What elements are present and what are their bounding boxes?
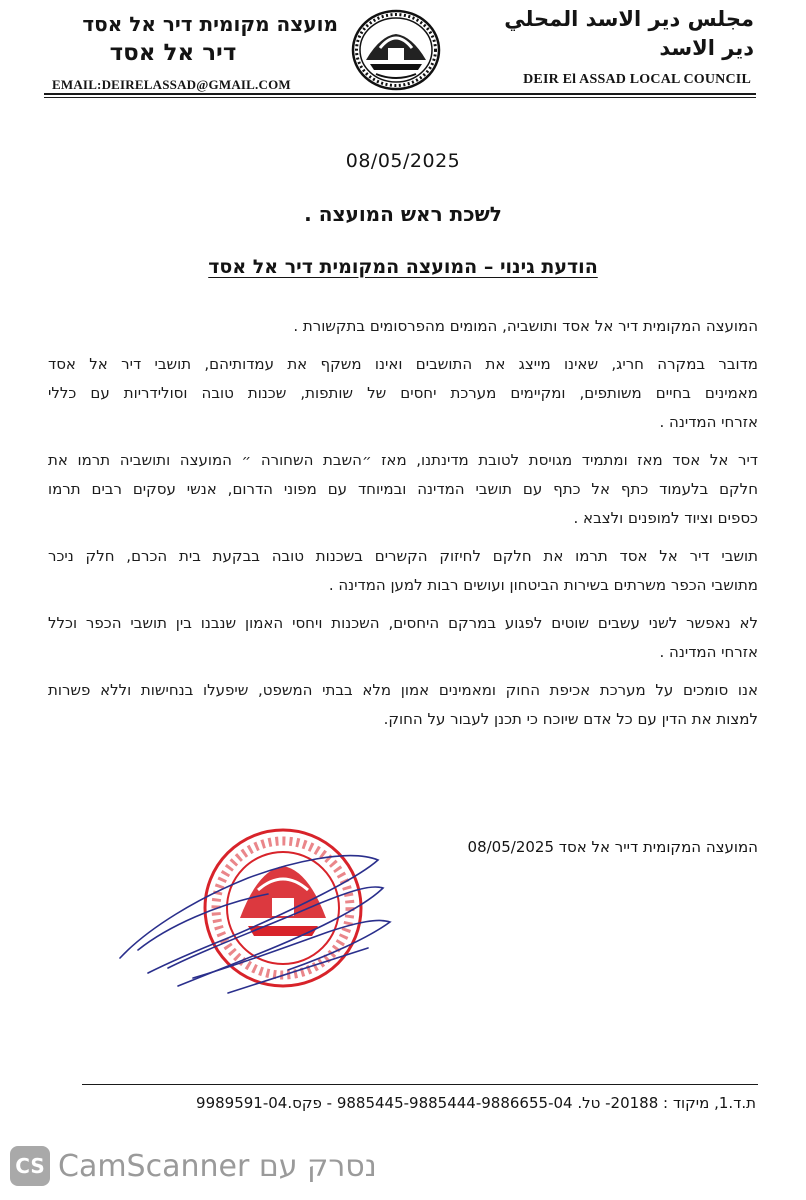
body-line: דיר אל אסד מאז ומתמיד מגויסת לטובת מדינתנו, מאז ״השבת השחורה ״ המועצה ותושביה תרמו את	[48, 451, 758, 469]
hebrew-council-name: מועצה מקומית דיר אל אסד	[82, 12, 338, 36]
paragraph	[48, 350, 758, 437]
camscanner-text: נסרק עם CamScanner	[58, 1148, 377, 1184]
council-emblem-icon	[350, 8, 442, 92]
english-council-name: DEIR El ASSAD LOCAL COUNCIL	[523, 72, 751, 87]
addressee-line: לשכת ראש המועצה .	[304, 202, 502, 226]
letterhead-arabic	[454, 4, 754, 62]
letterhead-hebrew	[48, 10, 338, 68]
body-line: לא נאפשר לשני עשבים שוטים לפגוע במרקם היחסים, השכנות ויחסי האמון שנבנו בין תושבי הכפר וכלל	[48, 614, 758, 632]
subject-heading	[0, 256, 806, 278]
paragraph	[48, 312, 758, 341]
camscanner-logo-icon: CS	[10, 1146, 50, 1186]
body-line: מדובר במקרה חריג, שאינו מייצג את התושבים ואינו משקף את עמדותיהם, תושבי דיר אל אסד	[48, 355, 758, 373]
council-email: EMAIL:DEIRELASSAD@GMAIL.COM	[52, 77, 291, 92]
body-line: חלקם בלעמוד כתף אל כתף עם תושבי המדינה ובמיוחד עם מפוני הדרום, אנשי עסקים רבים תרמו	[48, 480, 758, 498]
arabic-council-name: مجلس دير الاسد المحلي	[504, 7, 754, 31]
body-line: המועצה המקומית דיר אל אסד ותושביה, המומים מהפרסומים בתקשורת .	[293, 317, 758, 335]
body-line: אזרחי המדינה .	[659, 643, 758, 661]
letter-body	[48, 312, 758, 734]
council-stamp-icon	[108, 808, 398, 1008]
body-line: אזרחי המדינה .	[659, 413, 758, 431]
body-line: מאמינים בחיים משותפים, ומקיימים מערכת יחסים של שותפות, שכנות טובה וסולידריות עם כללי	[48, 384, 758, 402]
paragraph	[48, 609, 758, 667]
body-line: מתושבי הכפר משרתים בשירות הביטחון ועושים רבות למען המדינה .	[328, 576, 758, 594]
footer-rule	[82, 1084, 758, 1085]
body-line: אנו סומכים על מערכת אכיפת החוק ומאמינים אמון מלא בבתי המשפט, שיפעלו בנחישות וללא פשרות	[48, 681, 758, 699]
camscanner-watermark	[10, 1145, 377, 1187]
body-line: למצות את הדין עם כל אדם שיוכח כי תכנן לעבור על החוק.	[383, 710, 758, 728]
paragraph	[48, 676, 758, 734]
header-rule-thin	[44, 97, 756, 98]
body-line: תושבי דיר אל אסד תרמו את חלקם לחיזוק הקשרים בשכנות טובה בבקעת בית הכרם, חלק ניכר	[48, 547, 758, 565]
header-rule	[44, 93, 756, 95]
subject-text: הודעת גינוי – המועצה המקומית דיר אל אסד	[208, 256, 598, 278]
signature-line: המועצה המקומית דייר אל אסד 08/05/2025	[467, 838, 758, 856]
footer-contact: ת.ד.1, מיקוד : 20188- טל. 9885445-9885444-9886655-04 - פקס.9989591-04	[196, 1094, 756, 1112]
letter-date: 08/05/2025	[345, 150, 461, 172]
paragraph	[48, 542, 758, 600]
body-line: כספים וציוד למופנים ולצבא .	[573, 509, 758, 527]
hebrew-village-name: דיר אל אסד	[109, 40, 237, 66]
paragraph	[48, 446, 758, 533]
arabic-village-name: دير الاسد	[659, 36, 754, 60]
